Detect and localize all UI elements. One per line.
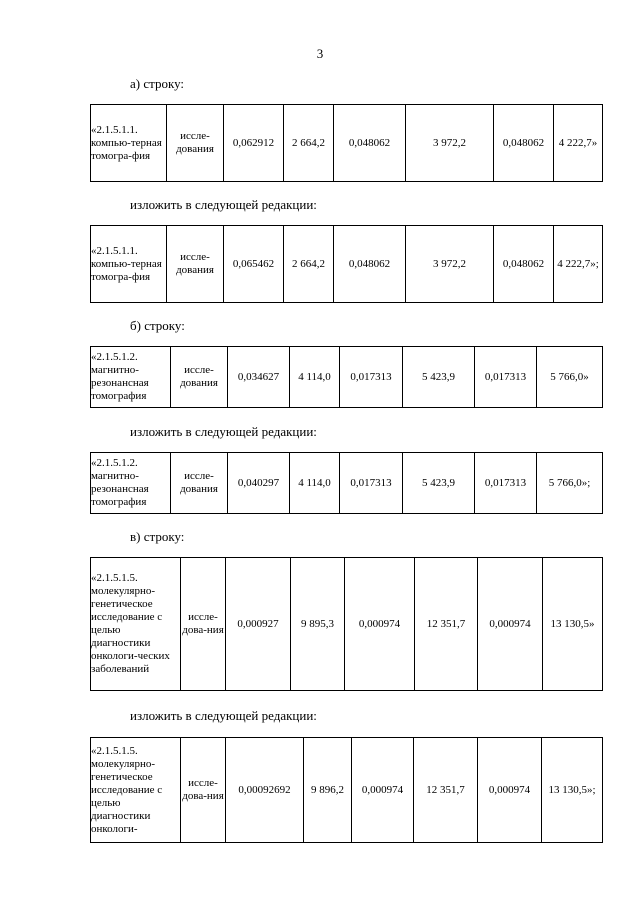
row-value-4: 5 423,9 xyxy=(403,347,475,408)
row-value-2: 2 664,2 xyxy=(284,105,334,182)
row-value-6: 13 130,5» xyxy=(543,558,603,691)
row-value-5: 0,048062 xyxy=(494,105,554,182)
section-v-label: в) строку: xyxy=(130,529,185,544)
row-value-5: 0,000974 xyxy=(478,558,543,691)
row-value-3: 0,017313 xyxy=(340,347,403,408)
row-value-1: 0,065462 xyxy=(224,226,284,303)
row-value-2: 9 896,2 xyxy=(304,738,352,843)
row-value-4: 12 351,7 xyxy=(415,558,478,691)
row-value-6: 5 766,0» xyxy=(537,347,603,408)
row-value-5: 0,017313 xyxy=(475,347,537,408)
row-code: «2.1.5.1.1. компью-терная томогра-фия xyxy=(91,105,167,182)
table-a-original xyxy=(90,104,603,182)
row-value-3: 0,017313 xyxy=(340,453,403,514)
page-number: 3 xyxy=(316,46,324,61)
section-b-replace-label: изложить в следующей редакции: xyxy=(130,424,317,439)
row-value-1: 0,062912 xyxy=(224,105,284,182)
row-value-2: 9 895,3 xyxy=(291,558,345,691)
row-value-4: 3 972,2 xyxy=(406,226,494,303)
row-unit: иссле-дования xyxy=(167,105,224,182)
row-value-6: 4 222,7»; xyxy=(554,226,603,303)
row-code: «2.1.5.1.1. компью-терная томогра-фия xyxy=(91,226,167,303)
table-row xyxy=(91,347,603,408)
table-row xyxy=(91,738,603,843)
row-unit: иссле-дования xyxy=(167,226,224,303)
row-code: «2.1.5.1.5. молекулярно-генетическое исследование с целью диагностики онкологи- xyxy=(91,738,181,843)
table-row xyxy=(91,558,603,691)
row-value-6: 4 222,7» xyxy=(554,105,603,182)
row-value-1: 0,000927 xyxy=(226,558,291,691)
row-unit: иссле-дования xyxy=(171,347,228,408)
section-a-label: а) строку: xyxy=(130,76,185,91)
section-a-replace-label: изложить в следующей редакции: xyxy=(130,197,317,212)
row-code: «2.1.5.1.2. магнитно-резонансная томография xyxy=(91,347,171,408)
row-value-3: 0,000974 xyxy=(345,558,415,691)
table-v-original xyxy=(90,557,603,691)
table-b-original xyxy=(90,346,603,408)
row-value-2: 4 114,0 xyxy=(290,453,340,514)
row-value-3: 0,048062 xyxy=(334,105,406,182)
table-row xyxy=(91,226,603,303)
row-value-5: 0,000974 xyxy=(478,738,542,843)
table-row xyxy=(91,105,603,182)
section-v-replace-label: изложить в следующей редакции: xyxy=(130,708,317,723)
row-unit: иссле-дова-ния xyxy=(181,738,226,843)
table-b-new xyxy=(90,452,603,514)
row-value-4: 3 972,2 xyxy=(406,105,494,182)
row-value-6: 5 766,0»; xyxy=(537,453,603,514)
row-value-2: 2 664,2 xyxy=(284,226,334,303)
row-value-2: 4 114,0 xyxy=(290,347,340,408)
row-code: «2.1.5.1.5. молекулярно-генетическое исследование с целью диагностики онкологи-ческих заболеваний xyxy=(91,558,181,691)
row-value-4: 5 423,9 xyxy=(403,453,475,514)
row-unit: иссле-дова-ния xyxy=(181,558,226,691)
row-value-5: 0,017313 xyxy=(475,453,537,514)
row-value-3: 0,048062 xyxy=(334,226,406,303)
table-v-new xyxy=(90,737,603,843)
row-unit: иссле-дования xyxy=(171,453,228,514)
table-a-new xyxy=(90,225,603,303)
row-value-6: 13 130,5»; xyxy=(542,738,603,843)
row-value-5: 0,048062 xyxy=(494,226,554,303)
table-row xyxy=(91,453,603,514)
row-code: «2.1.5.1.2. магнитно-резонансная томография xyxy=(91,453,171,514)
row-value-3: 0,000974 xyxy=(352,738,414,843)
row-value-1: 0,034627 xyxy=(228,347,290,408)
row-value-1: 0,00092692 xyxy=(226,738,304,843)
row-value-1: 0,040297 xyxy=(228,453,290,514)
row-value-4: 12 351,7 xyxy=(414,738,478,843)
section-b-label: б) строку: xyxy=(130,318,185,333)
